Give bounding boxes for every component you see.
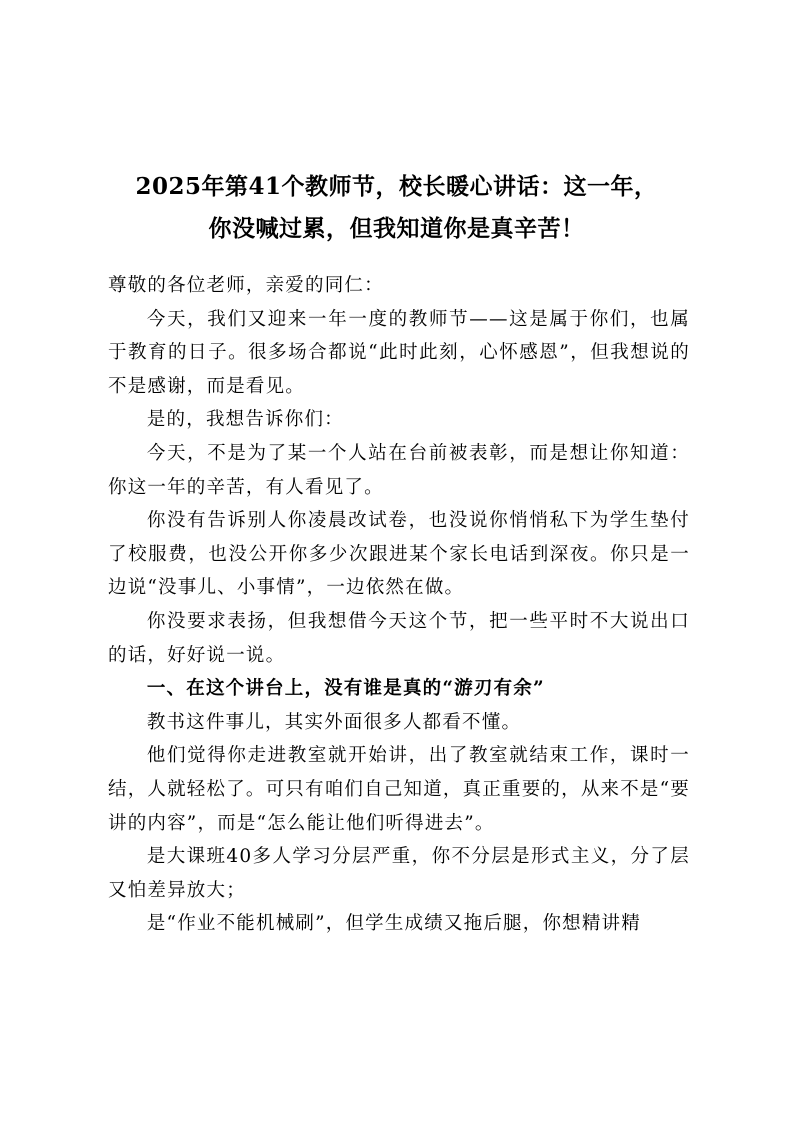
title-line-1: 2025年第41个教师节，校长暖心讲话：这一年， [135,173,658,201]
paragraph: 今天，我们又迎来一年一度的教师节——这是属于你们，也属于教育的日子。很多场合都说“此时此刻，心怀感恩”，但我想说的不是感谢，而是看见。 [108,308,690,397]
paragraph: 你没有告诉别人你凌晨改试卷，也没说你悄悄私下为学生垫付了校服费，也没公开你多少次跟进某个家长电话到深夜。你只是一边说“没事儿、小事情”，一边依然在做。 [108,510,690,599]
section-heading: 一、在这个讲台上，没有谁是真的“游刃有余” [146,678,545,700]
document-body [108,269,690,941]
paragraph: 他们觉得你走进教室就开始讲，出了教室就结束工作，课时一结，人就轻松了。可只有咱们自己知道，真正重要的，从来不是“要讲的内容”，而是“怎么能让他们听得进去”。 [108,745,690,834]
paragraph: 你没要求表扬，但我想借今天这个节，把一些平时不大说出口的话，好好说一说。 [108,610,690,666]
paragraph: 今天，不是为了某一个人站在台前被表彰，而是想让你知道：你这一年的辛苦，有人看见了。 [108,442,690,498]
paragraph: 是的，我想告诉你们： [146,409,344,431]
salutation: 尊敬的各位老师，亲爱的同仁： [108,275,384,296]
title-line-2: 你没喊过累，但我知道你是真辛苦！ [208,215,585,243]
document-title [90,166,703,250]
paragraph: 教书这件事儿，其实外面很多人都看不懂。 [146,711,522,733]
paragraph: 是大课班40多人学习分层严重，你不分层是形式主义，分了层又怕差异放大； [108,846,690,901]
paragraph: 是“作业不能机械刷”，但学生成绩又拖后腿，你想精讲精 [146,913,641,935]
